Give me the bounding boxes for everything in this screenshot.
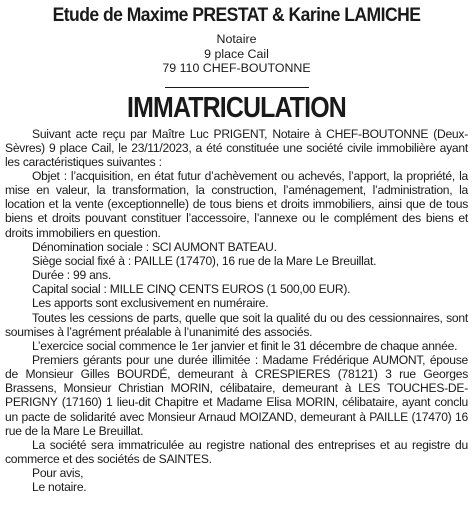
paragraph-contributions: Les apports sont exclusivement en numéraire. <box>32 296 269 311</box>
office-role: Notaire <box>216 32 257 46</box>
notice-title: IMMATRICULATION <box>127 91 346 124</box>
paragraph-closing: Pour avis, <box>32 466 84 481</box>
paragraph-name: Dénomination sociale : SCI AUMONT BATEAU. <box>32 239 277 254</box>
office-name: Etude de Maxime PRESTAT & Karine LAMICHE <box>52 4 421 26</box>
paragraph-signature: Le notaire. <box>32 480 87 495</box>
paragraph-duration: Durée : 99 ans. <box>32 268 111 283</box>
paragraph-registration: La société sera immatriculée au registre national des entreprises et au registre du commerce et des sociétés de SAINTES. <box>5 437 468 467</box>
paragraph-seat: Siège social fixé à : PAILLE (17470), 16 rue de la Mare Le Breuillat. <box>32 253 377 268</box>
office-street: 9 place Cail <box>204 46 269 61</box>
title-divider <box>165 87 309 88</box>
paragraph-managers: Premiers gérants pour une durée illimitée : Madame Frédérique AUMONT, épouse de Monsieur Gilles BOURDÉ, demeurant à CRESPIERES (78121) 3 rue Georges Brassens, Monsieur Christian MORIN, célibataire, demeurant à LES TOUCHES-DE-PERIGNY (17160) 1 lieu-dit Chapitre et Madame Elisa MORIN, célibataire, ayant conclu un pacte de solidarité avec Monsieur Arnaud MOIZAND, demeurant à PAILLE (17470) 16 rue de la Mare Le Breuillat. <box>5 353 468 438</box>
paragraph-object: Objet : l’acquisition, en état futur d’achèvement ou achevés, l’apport, la propriété, la mise en valeur, la transformation, la construction, l’aménagement, l’administration, la location et la vente (exceptionnelle) de tous biens et droits immobiliers, ainsi que de tous biens et droits pouvant constituer l’accessoire, l’annexe ou le complément des biens et droits immobiliers en question. <box>5 168 468 240</box>
office-address <box>5 32 468 76</box>
paragraph-capital: Capital social : MILLE CINQ CENTS EUROS (1 500,00 EUR). <box>32 282 351 297</box>
notice-body <box>5 127 468 495</box>
office-city: 79 110 CHEF-BOUTONNE <box>162 61 311 75</box>
paragraph-act: Suivant acte reçu par Maître Luc PRIGENT, Notaire à CHEF-BOUTONNE (Deux-Sèvres) 9 place Cail, le 23/11/2023, a été constituée une société civile immobilière ayant les caractéristiques suivantes : <box>5 126 468 169</box>
paragraph-fiscal-year: L’exercice social commence le 1er janvier et finit le 31 décembre de chaque année. <box>32 338 458 353</box>
paragraph-transfers: Toutes les cessions de parts, quelle que soit la qualité du ou des cessionnaires, sont soumises à l’agrément préalable à l’unanimité des associés. <box>5 310 468 339</box>
